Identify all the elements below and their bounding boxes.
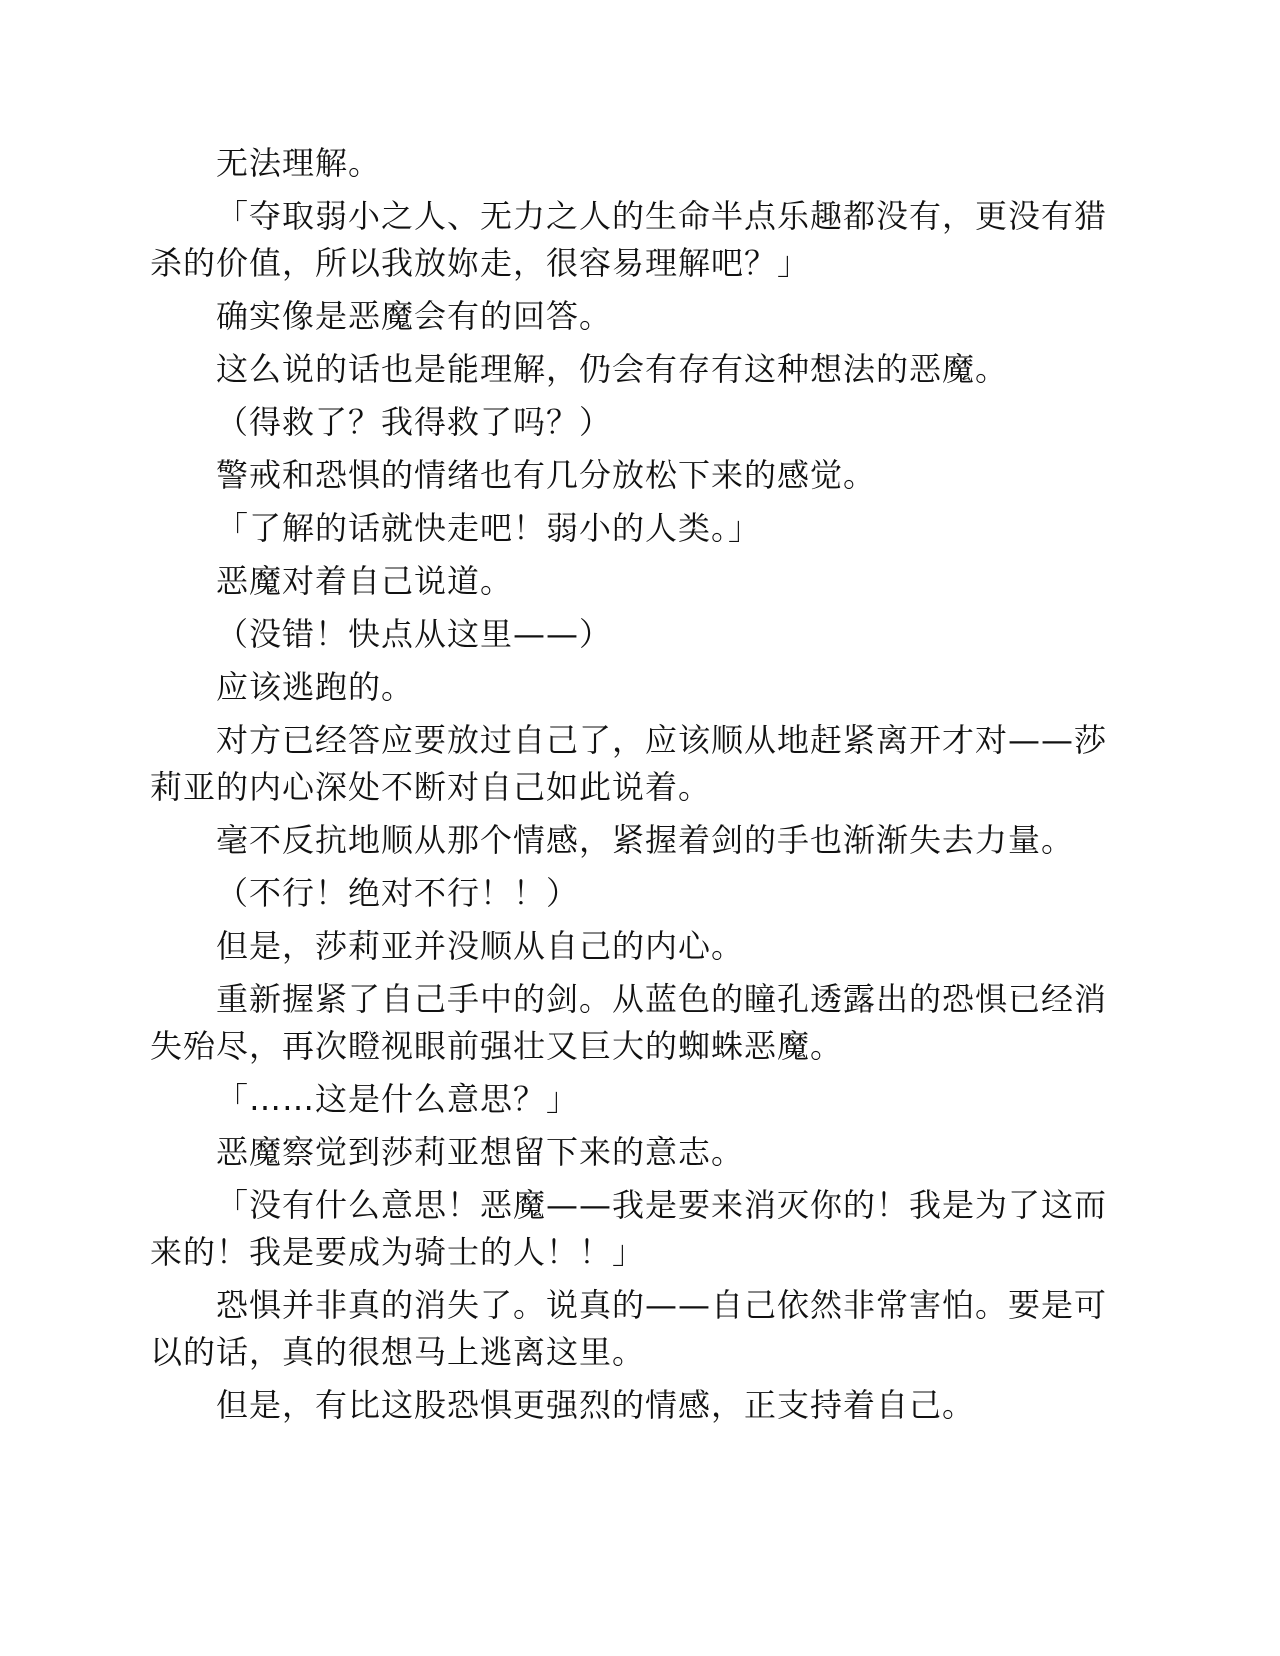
paragraph: 「了解的话就快走吧！弱小的人类。」 — [216, 509, 762, 547]
paragraph: 毫不反抗地顺从那个情感，紧握着剑的手也渐渐失去力量。 — [216, 821, 1075, 859]
paragraph: 「……这是什么意思？」 — [216, 1080, 580, 1118]
paragraph: 无法理解。 — [216, 144, 382, 182]
body-text — [150, 140, 1130, 1435]
paragraph: 确实像是恶魔会有的回答。 — [216, 297, 613, 335]
paragraph: 对方已经答应要放过自己了，应该顺从地赶紧离开才对——莎莉亚的内心深处不断对自己如此说着。 — [150, 721, 1108, 806]
paragraph: 「夺取弱小之人、无力之人的生命半点乐趣都没有，更没有猎杀的价值，所以我放妳走，很容易理解吧？」 — [150, 197, 1108, 282]
paragraph: 重新握紧了自己手中的剑。从蓝色的瞳孔透露出的恐惧已经消失殆尽，再次瞪视眼前强壮又巨大的蜘蛛恶魔。 — [150, 980, 1108, 1065]
paragraph: 恶魔对着自己说道。 — [216, 562, 514, 600]
paragraph: 恐惧并非真的消失了。说真的——自己依然非常害怕。要是可以的话，真的很想马上逃离这里。 — [150, 1286, 1108, 1371]
paragraph: 但是，莎莉亚并没顺从自己的内心。 — [216, 927, 745, 965]
paragraph: 这么说的话也是能理解，仍会有存有这种想法的恶魔。 — [216, 350, 1009, 388]
paragraph: 警戒和恐惧的情绪也有几分放松下来的感觉。 — [216, 456, 877, 494]
paragraph: 应该逃跑的。 — [216, 668, 415, 706]
paragraph: 但是，有比这股恐惧更强烈的情感，正支持着自己。 — [216, 1386, 976, 1424]
paragraph: （不行！绝对不行！！） — [216, 874, 580, 912]
paragraph: 恶魔察觉到莎莉亚想留下来的意志。 — [216, 1133, 745, 1171]
paragraph: （没错！快点从这里——） — [216, 615, 613, 653]
paragraph: 「没有什么意思！恶魔——我是要来消灭你的！我是为了这而来的！我是要成为骑士的人！！」 — [150, 1186, 1108, 1271]
paragraph: （得救了？我得救了吗？） — [216, 403, 613, 441]
